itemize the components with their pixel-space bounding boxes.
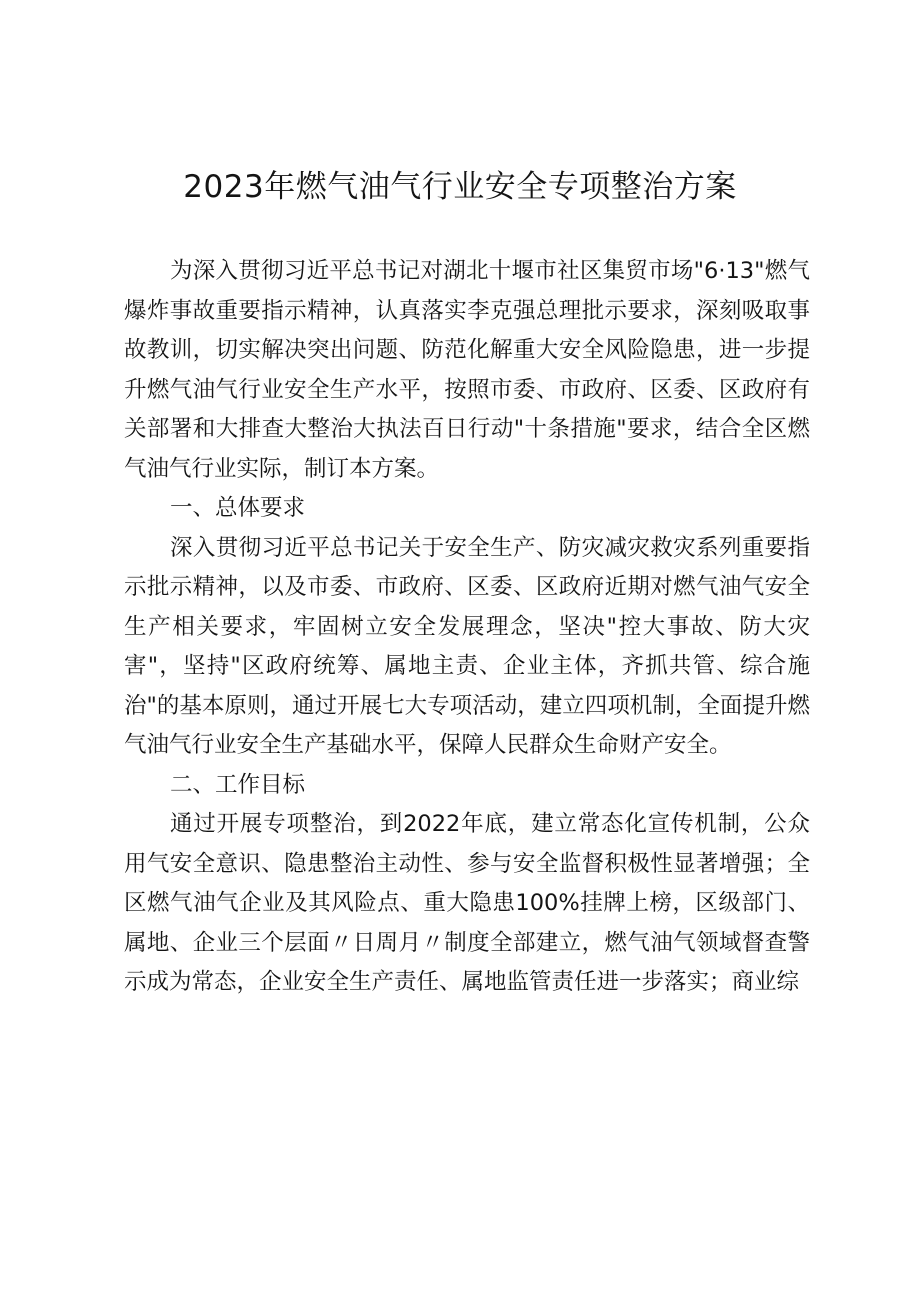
intro-paragraph: 为深入贯彻习近平总书记对湖北十堰市社区集贸市场"6·13"燃气爆炸事故重要指示精神，认真落实李克强总理批示要求，深刻吸取事故教训，切实解决突出问题、防范化解重大安全风险隐患，进一步提升燃气油气行业安全生产水平，按照市委、市政府、区委、区政府有关部署和大排查大整治大执法百日行动"十条措施"要求，结合全区燃气油气行业实际，制订本方案。 [124,258,810,482]
section-heading-work-goals: 二、工作目标 [170,771,306,798]
section-paragraph-work-goals: 通过开展专项整治，到2022年底，建立常态化宣传机制，公众用气安全意识、隐患整治主动性、参与安全监督积极性显著增强；全区燃气油气企业及其风险点、重大隐患100%挂牌上榜，区级部门、属地、企业三个层面〃日周月〃制度全部建立，燃气油气领域督查警示成为常态，企业安全生产责任、属地监管责任进一步落实；商业综 [124,811,810,995]
section-heading-general-requirements: 一、总体要求 [170,495,306,521]
document-title: 2023年燃气油气行业安全专项整治方案 [183,169,737,205]
section-paragraph-general-requirements: 深入贯彻习近平总书记关于安全生产、防灾减灾救灾系列重要指示批示精神，以及市委、市政府、区委、区政府近期对燃气油气安全生产相关要求，牢固树立安全发展理念，坚决"控大事故、防大灾害"，坚持"区政府统筹、属地主责、企业主体，齐抓共管、综合施治"的基本原则，通过开展七大专项活动，建立四项机制，全面提升燃气油气行业安全生产基础水平，保障人民群众生命财产安全。 [124,534,810,758]
document-body [124,252,810,1003]
